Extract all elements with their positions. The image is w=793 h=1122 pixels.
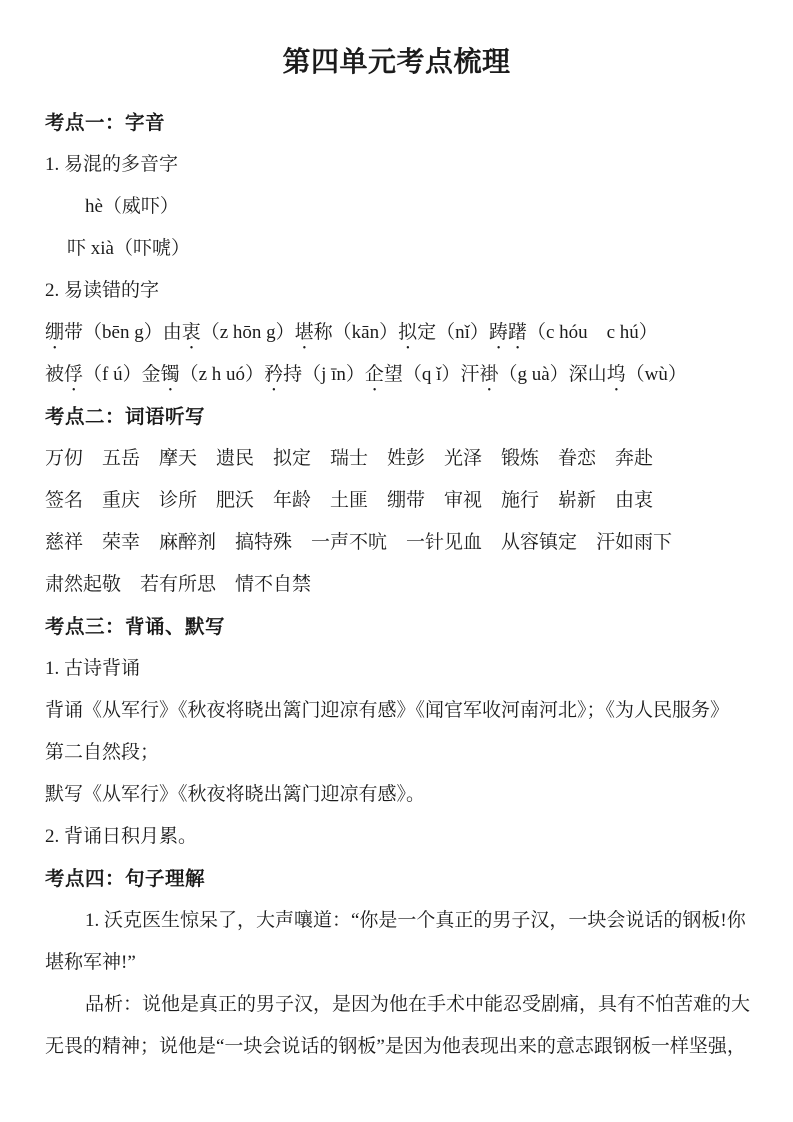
emphasized-char: 拟: [398, 322, 418, 343]
heading-kaodian1-ziyin: 考点一：字音: [45, 112, 166, 134]
text-segment: （c hóu c hú）: [526, 322, 658, 343]
line-pinyin-1: [45, 312, 748, 354]
line-beisong-list: 背诵《从军行》《秋夜将晓出篱门迎凉有感》《闻官军收河南河北》；《为人民服务》: [45, 700, 730, 721]
line-words-3: 慈祥 荣幸 麻醉剂 搞特殊 一声不吭 一针见血 从容镇定 汗如雨下: [45, 532, 673, 553]
line-he-weihe: hè（威吓）: [85, 196, 179, 217]
line-pinyin-2: [45, 354, 748, 396]
text-segment: 定（nǐ）: [417, 322, 489, 343]
heading-kaodian4-juzi: 考点四：句子理解: [45, 868, 206, 890]
emphasized-char: 衷: [181, 322, 201, 343]
emphasized-char: 绷: [45, 322, 65, 343]
line-yiducuo-label: 2. 易读错的字: [45, 280, 160, 301]
text-segment: （wù）: [625, 364, 687, 385]
line-rijiyuelei: 2. 背诵日积月累。: [45, 826, 198, 847]
text-segment: 带（bēn g）由: [64, 322, 182, 343]
emphasized-char: 躇: [507, 322, 527, 343]
text-segment: 望（q ǐ）汗: [383, 364, 480, 385]
line-xia-xiahu: 吓 xià（吓唬）: [67, 238, 190, 259]
line-pinxi-part2: 无畏的精神；说他是“一块会说话的钢板”是因为他表现出来的意志跟钢板一样坚强，: [45, 1036, 746, 1057]
emphasized-char: 镯: [160, 364, 180, 385]
line-dier-ziranduan: 第二自然段；: [45, 742, 160, 763]
text-segment: （z h uó）: [179, 364, 265, 385]
line-quote-part1: 1. 沃克医生惊呆了，大声嚷道：“你是一个真正的男子汉，一块会说话的钢板!你: [85, 910, 746, 931]
line-moxie-list: 默写《从军行》《秋夜将晓出篱门迎凉有感》。: [45, 784, 426, 805]
text-segment: 被: [45, 364, 65, 385]
emphasized-char: 俘: [64, 364, 84, 385]
line-words-2: 签名 重庆 诊所 肥沃 年龄 土匪 绷带 审视 施行 崭新 由衷: [45, 490, 654, 511]
text-segment: 称（kān）: [313, 322, 399, 343]
emphasized-char: 褂: [479, 364, 499, 385]
heading-kaodian2-ciyu: 考点二：词语听写: [45, 406, 206, 428]
emphasized-char: 踌: [488, 322, 508, 343]
heading-kaodian3-beisong: 考点三：背诵、默写: [45, 616, 226, 638]
line-pinxi-part1: 品析：说他是真正的男子汉，是因为他在手术中能忍受剧痛，具有不怕苦难的大: [85, 994, 751, 1015]
text-segment: （f ú）金: [83, 364, 161, 385]
line-gushi-beisong-label: 1. 古诗背诵: [45, 658, 141, 679]
text-segment: 持（j īn）: [283, 364, 365, 385]
emphasized-char: 堪: [294, 322, 314, 343]
emphasized-char: 坞: [606, 364, 626, 385]
line-words-4: 肃然起敬 若有所思 情不自禁: [45, 574, 312, 595]
document-title: 第四单元考点梳理: [282, 47, 511, 78]
emphasized-char: 矜: [264, 364, 284, 385]
line-duoyinzi-label: 1. 易混的多音字: [45, 154, 179, 175]
emphasized-char: 企: [364, 364, 384, 385]
text-segment: （z hōn g）: [200, 322, 295, 343]
line-quote-part2: 堪称军神!”: [45, 952, 136, 973]
text-segment: （g uà）深山: [498, 364, 607, 385]
line-words-1: 万仞 五岳 摩天 遗民 拟定 瑞士 姓彭 光泽 锻炼 眷恋 奔赴: [45, 448, 654, 469]
